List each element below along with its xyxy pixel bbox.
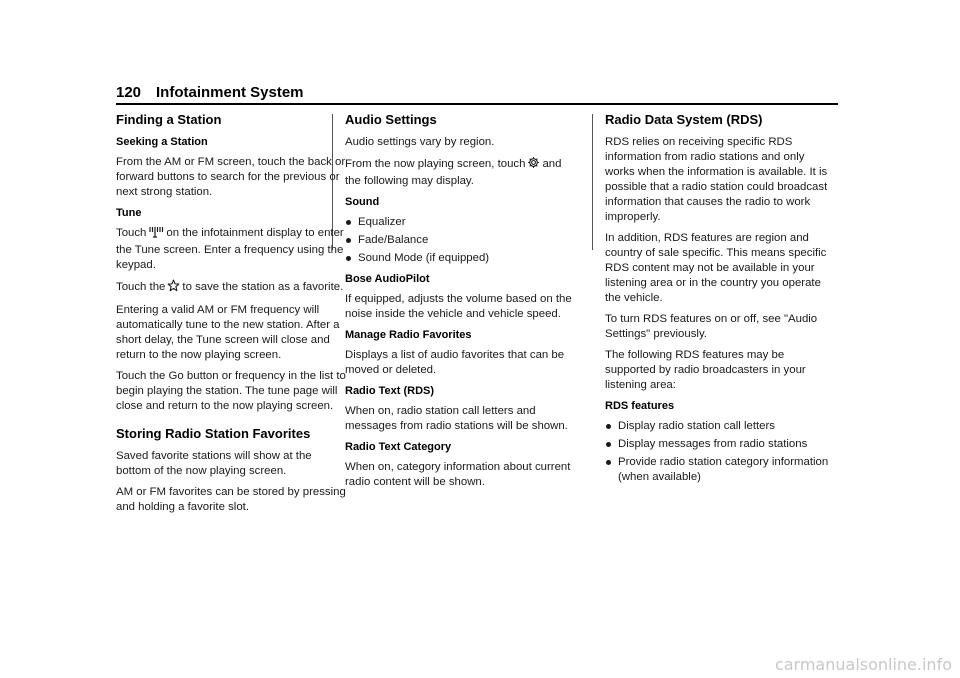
subheading-seeking: Seeking a Station <box>116 136 208 148</box>
para-saved: Saved favorite stations will show at the bottom of the now playing screen. <box>116 450 312 477</box>
para-from-post: and the following may display. <box>345 158 562 187</box>
para-from-pre: From the now playing screen, touch <box>345 158 526 170</box>
list-item <box>605 419 837 434</box>
para-go: Touch the Go button or frequency in the list to begin playing the station. The tune page will close and return to the now playing screen. <box>116 370 346 412</box>
bullet-icon <box>606 460 611 465</box>
list-item-text: Fade/Balance <box>358 234 429 246</box>
para-seeking: From the AM or FM screen, touch the back or forward buttons to search for the previous or next strong station. <box>116 156 346 198</box>
para-star-post: to save the station as a favorite. <box>182 281 344 293</box>
para-star-pre: Touch the <box>116 281 166 293</box>
subheading-radio-category: Radio Text Category <box>345 441 452 453</box>
para-relies: RDS relies on receiving specific RDS information from radio stations and only works when the information is available. It is possible that a radio station could broadcast information that causes the radio to work improperly. <box>605 136 828 223</box>
page-number: 120 <box>116 84 142 101</box>
list-item <box>605 455 837 485</box>
settings-gear-icon <box>527 156 540 174</box>
para-tune-post: on the infotainment display to enter the Tune screen. Enter a frequency using the keypad. <box>116 227 344 271</box>
page-header <box>116 84 838 105</box>
para-radio-text: When on, radio station call letters and messages from radio stations will be shown. <box>345 405 568 432</box>
list-item-text: Sound Mode (if equipped) <box>358 252 490 264</box>
heading-rds: Radio Data System (RDS) <box>605 112 763 127</box>
heading-finding-station: Finding a Station <box>116 112 222 127</box>
para-tune-pre: Touch <box>116 227 147 239</box>
star-outline-icon <box>167 279 180 297</box>
para-star <box>116 279 348 297</box>
subheading-radio-text: Radio Text (RDS) <box>345 385 435 397</box>
para-manage: Displays a list of audio favorites that can be moved or deleted. <box>345 349 565 376</box>
subheading-rds-features: RDS features <box>605 400 675 412</box>
list-item-text: Display radio station call letters <box>618 420 776 432</box>
subheading-manage: Manage Radio Favorites <box>345 329 472 341</box>
tune-keypad-icon <box>148 226 164 243</box>
bullet-icon <box>346 238 351 243</box>
heading-audio-settings: Audio Settings <box>345 112 437 127</box>
para-bose: If equipped, adjusts the volume based on the noise inside the vehicle and vehicle speed. <box>345 293 572 320</box>
bullet-icon <box>346 256 351 261</box>
list-item-text: Display messages from radio stations <box>618 438 808 450</box>
list-item <box>345 251 577 266</box>
bullet-icon <box>606 424 611 429</box>
subheading-tune: Tune <box>116 207 142 219</box>
sound-list <box>345 215 577 266</box>
subheading-sound: Sound <box>345 196 380 208</box>
para-tune <box>116 226 348 273</box>
column-3 <box>605 112 837 491</box>
watermark: carmanualsonline.info <box>774 655 952 674</box>
column-2 <box>345 112 577 496</box>
heading-storing-favorites: Storing Radio Station Favorites <box>116 426 311 441</box>
para-region: In addition, RDS features are region and country of sale specific. This means specific RDS content may not be available in your listening area or in the country you operate the vehicle. <box>605 232 827 304</box>
para-vary: Audio settings vary by region. <box>345 136 495 148</box>
para-valid: Entering a valid AM or FM frequency will automatically tune to the new station. After a short delay, the Tune screen will close and return to the now playing screen. <box>116 304 340 361</box>
rds-features-list <box>605 419 837 485</box>
chapter-title: Infotainment System <box>156 84 304 101</box>
para-following: The following RDS features may be supported by radio broadcasters in your listening area: <box>605 349 806 391</box>
column-divider-2 <box>592 114 593 250</box>
bullet-icon <box>346 220 351 225</box>
list-item-text: Equalizer <box>358 216 406 228</box>
list-item <box>605 437 837 452</box>
list-item-text: Provide radio station category information (when available) <box>618 456 829 483</box>
list-item <box>345 233 577 248</box>
para-radio-category: When on, category information about current radio content will be shown. <box>345 461 571 488</box>
para-from <box>345 156 577 189</box>
column-1 <box>116 112 348 521</box>
para-turn: To turn RDS features on or off, see "Audio Settings" previously. <box>605 313 818 340</box>
subheading-bose: Bose AudioPilot <box>345 273 430 285</box>
para-amfm: AM or FM favorites can be stored by pressing and holding a favorite slot. <box>116 486 346 513</box>
list-item <box>345 215 577 230</box>
bullet-icon <box>606 442 611 447</box>
